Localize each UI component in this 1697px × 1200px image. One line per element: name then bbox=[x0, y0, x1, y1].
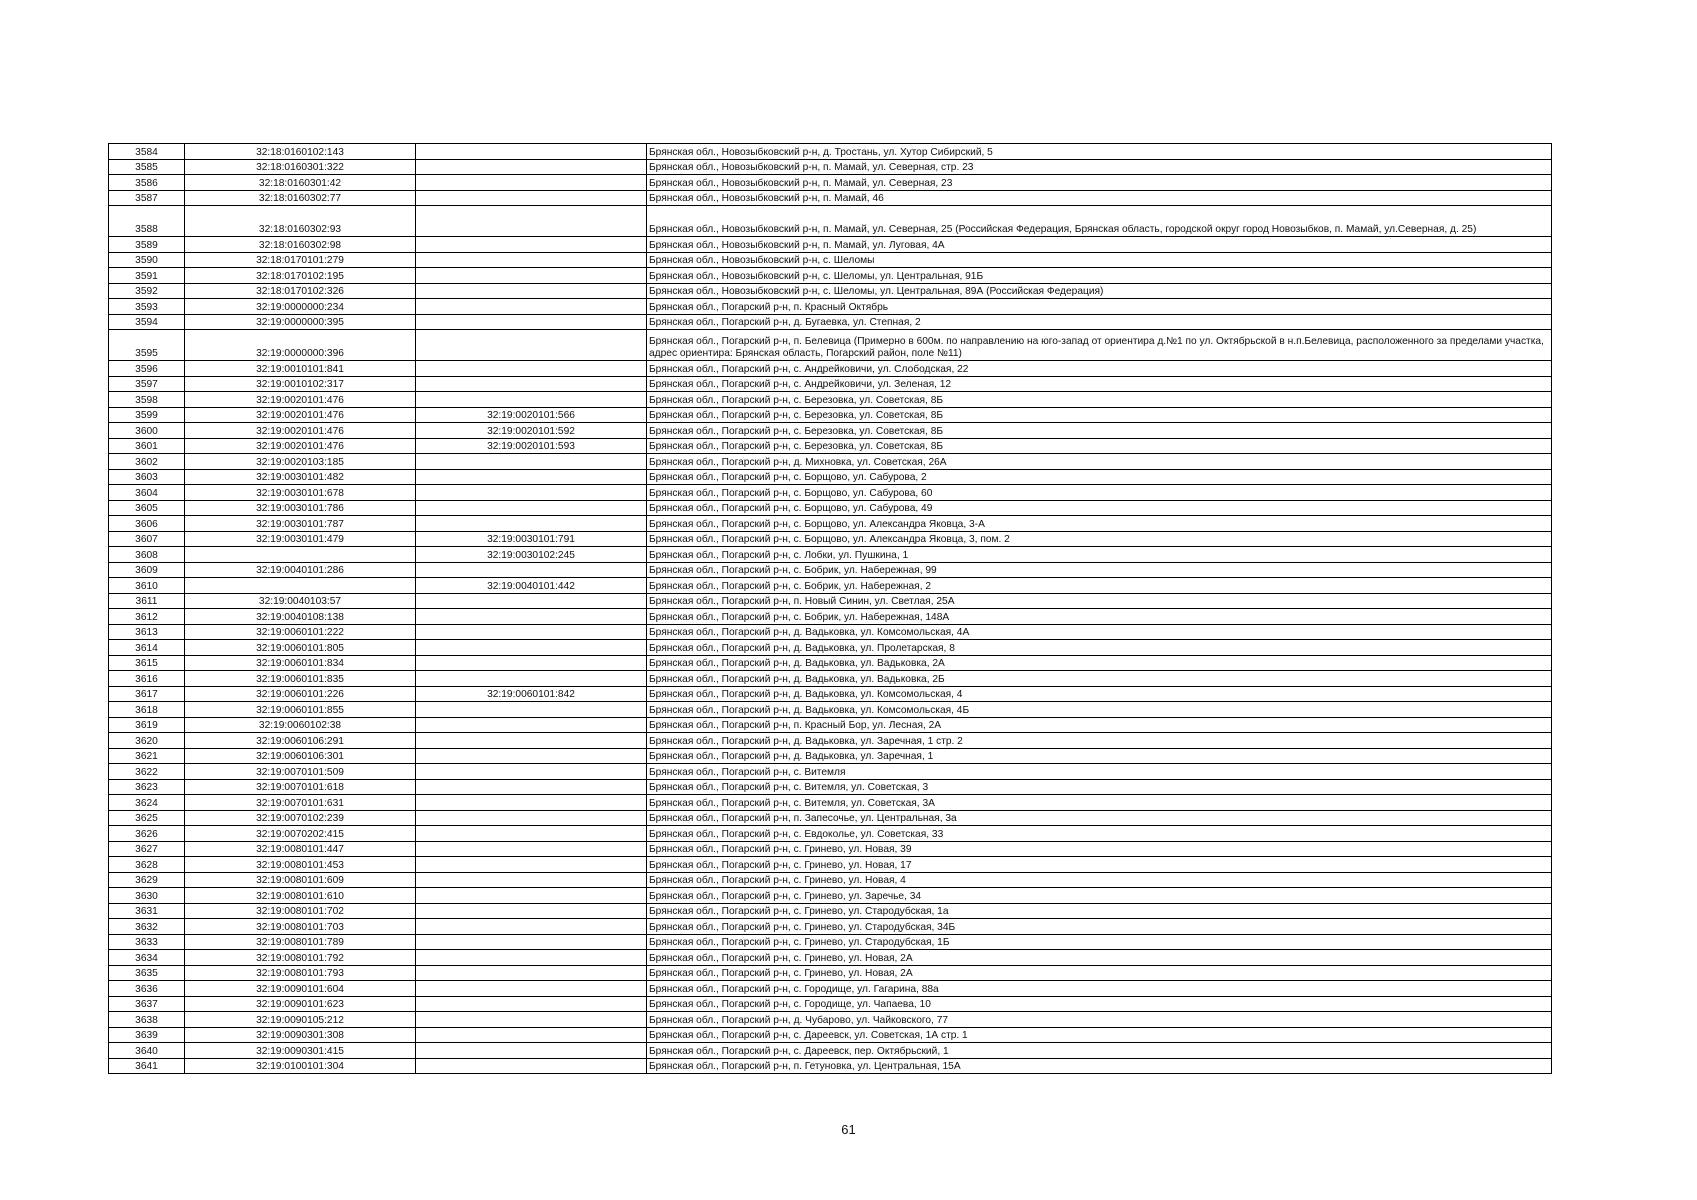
table-row bbox=[109, 268, 1552, 284]
cadastral-number-cell: 32:19:0000000:234 bbox=[185, 299, 416, 315]
secondary-cadastral-number-cell bbox=[416, 175, 647, 191]
secondary-cadastral-number-cell bbox=[416, 609, 647, 625]
address-cell: Брянская обл., Погарский р-н, п. Белевица (Примерно в 600м. по направлению на юго-запад от ориентира д.№1 по ул. Октябрьской в н.п.Белевица, расположенного за пределами участка, адрес ориентира: Брянская область, Погарский район, поле №11) bbox=[647, 330, 1552, 361]
address-cell: Брянская обл., Погарский р-н, с. Гринево, ул. Стародубская, 1Б bbox=[647, 934, 1552, 950]
secondary-cadastral-number-cell bbox=[416, 624, 647, 640]
address-cell: Брянская обл., Погарский р-н, д. Вадьковка, ул. Заречная, 1 bbox=[647, 748, 1552, 764]
table-row bbox=[109, 872, 1552, 888]
secondary-cadastral-number-cell bbox=[416, 562, 647, 578]
secondary-cadastral-number-cell bbox=[416, 1058, 647, 1074]
address-cell: Брянская обл., Новозыбковский р-н, п. Мамай, ул. Северная, 23 bbox=[647, 175, 1552, 191]
registry-table bbox=[108, 143, 1552, 1074]
address-cell: Брянская обл., Погарский р-н, п. Новый Синин, ул. Светлая, 25А bbox=[647, 593, 1552, 609]
address-cell: Брянская обл., Погарский р-н, с. Бобрик, ул. Набережная, 148А bbox=[647, 609, 1552, 625]
table-row bbox=[109, 392, 1552, 408]
cadastral-number-cell: 32:19:0080101:792 bbox=[185, 950, 416, 966]
address-cell: Брянская обл., Погарский р-н, с. Городище, ул. Гагарина, 88а bbox=[647, 981, 1552, 997]
table-row bbox=[109, 593, 1552, 609]
row-number-cell: 3623 bbox=[109, 779, 185, 795]
cadastral-number-cell bbox=[185, 547, 416, 563]
cadastral-number-cell: 32:18:0170102:195 bbox=[185, 268, 416, 284]
secondary-cadastral-number-cell bbox=[416, 779, 647, 795]
secondary-cadastral-number-cell bbox=[416, 330, 647, 361]
table-row bbox=[109, 144, 1552, 160]
table-row bbox=[109, 903, 1552, 919]
secondary-cadastral-number-cell bbox=[416, 965, 647, 981]
table-row bbox=[109, 438, 1552, 454]
cadastral-number-cell: 32:19:0080101:702 bbox=[185, 903, 416, 919]
table-row bbox=[109, 857, 1552, 873]
address-cell: Брянская обл., Погарский р-н, п. Красный Октябрь bbox=[647, 299, 1552, 315]
table-row bbox=[109, 190, 1552, 206]
address-cell: Брянская обл., Новозыбковский р-н, п. Мамай, ул. Луговая, 4А bbox=[647, 237, 1552, 253]
table-row bbox=[109, 469, 1552, 485]
table-row bbox=[109, 841, 1552, 857]
row-number-cell: 3620 bbox=[109, 733, 185, 749]
secondary-cadastral-number-cell bbox=[416, 144, 647, 160]
row-number-cell: 3637 bbox=[109, 996, 185, 1012]
row-number-cell: 3584 bbox=[109, 144, 185, 160]
secondary-cadastral-number-cell bbox=[416, 950, 647, 966]
secondary-cadastral-number-cell bbox=[416, 655, 647, 671]
secondary-cadastral-number-cell bbox=[416, 903, 647, 919]
table-row bbox=[109, 748, 1552, 764]
cadastral-number-cell: 32:19:0070101:509 bbox=[185, 764, 416, 780]
table-row bbox=[109, 1012, 1552, 1028]
table-row bbox=[109, 407, 1552, 423]
table-row bbox=[109, 733, 1552, 749]
secondary-cadastral-number-cell bbox=[416, 934, 647, 950]
secondary-cadastral-number-cell bbox=[416, 516, 647, 532]
row-number-cell: 3627 bbox=[109, 841, 185, 857]
address-cell: Брянская обл., Погарский р-н, с. Березовка, ул. Советская, 8Б bbox=[647, 438, 1552, 454]
row-number-cell: 3606 bbox=[109, 516, 185, 532]
secondary-cadastral-number-cell bbox=[416, 268, 647, 284]
secondary-cadastral-number-cell: 32:19:0040101:442 bbox=[416, 578, 647, 594]
address-cell: Брянская обл., Новозыбковский р-н, п. Мамай, ул. Северная, 25 (Российская Федерация, Брянская область, городской округ город Новозыбков, п. Мамай, ул.Северная, д. 25) bbox=[647, 206, 1552, 237]
row-number-cell: 3594 bbox=[109, 314, 185, 330]
secondary-cadastral-number-cell bbox=[416, 872, 647, 888]
address-cell: Брянская обл., Новозыбковский р-н, п. Мамай, 46 bbox=[647, 190, 1552, 206]
row-number-cell: 3585 bbox=[109, 159, 185, 175]
table-row bbox=[109, 376, 1552, 392]
secondary-cadastral-number-cell bbox=[416, 314, 647, 330]
secondary-cadastral-number-cell bbox=[416, 717, 647, 733]
table-row bbox=[109, 1027, 1552, 1043]
address-cell: Брянская обл., Погарский р-н, д. Чубарово, ул. Чайковского, 77 bbox=[647, 1012, 1552, 1028]
cadastral-number-cell: 32:19:0080101:793 bbox=[185, 965, 416, 981]
row-number-cell: 3596 bbox=[109, 361, 185, 377]
row-number-cell: 3608 bbox=[109, 547, 185, 563]
address-cell: Брянская обл., Погарский р-н, п. Гетуновка, ул. Центральная, 15А bbox=[647, 1058, 1552, 1074]
table-row bbox=[109, 624, 1552, 640]
row-number-cell: 3617 bbox=[109, 686, 185, 702]
cadastral-number-cell: 32:19:0070101:631 bbox=[185, 795, 416, 811]
row-number-cell: 3618 bbox=[109, 702, 185, 718]
registry-table-body bbox=[109, 144, 1552, 1074]
address-cell: Брянская обл., Погарский р-н, с. Гринево, ул. Новая, 2А bbox=[647, 950, 1552, 966]
cadastral-number-cell: 32:19:0080101:789 bbox=[185, 934, 416, 950]
table-row bbox=[109, 981, 1552, 997]
secondary-cadastral-number-cell bbox=[416, 888, 647, 904]
address-cell: Брянская обл., Новозыбковский р-н, д. Тростань, ул. Хутор Сибирский, 5 bbox=[647, 144, 1552, 160]
row-number-cell: 3603 bbox=[109, 469, 185, 485]
address-cell: Брянская обл., Погарский р-н, с. Гринево, ул. Новая, 2А bbox=[647, 965, 1552, 981]
cadastral-number-cell: 32:19:0030101:678 bbox=[185, 485, 416, 501]
secondary-cadastral-number-cell bbox=[416, 919, 647, 935]
row-number-cell: 3589 bbox=[109, 237, 185, 253]
table-row bbox=[109, 919, 1552, 935]
cadastral-number-cell: 32:19:0060102:38 bbox=[185, 717, 416, 733]
row-number-cell: 3607 bbox=[109, 531, 185, 547]
row-number-cell: 3588 bbox=[109, 206, 185, 237]
table-row bbox=[109, 237, 1552, 253]
secondary-cadastral-number-cell bbox=[416, 500, 647, 516]
row-number-cell: 3638 bbox=[109, 1012, 185, 1028]
secondary-cadastral-number-cell bbox=[416, 1027, 647, 1043]
row-number-cell: 3598 bbox=[109, 392, 185, 408]
table-row bbox=[109, 485, 1552, 501]
address-cell: Брянская обл., Погарский р-н, с. Гринево, ул. Новая, 39 bbox=[647, 841, 1552, 857]
table-row bbox=[109, 779, 1552, 795]
row-number-cell: 3632 bbox=[109, 919, 185, 935]
table-row bbox=[109, 454, 1552, 470]
row-number-cell: 3602 bbox=[109, 454, 185, 470]
cadastral-number-cell: 32:19:0060101:855 bbox=[185, 702, 416, 718]
table-row bbox=[109, 500, 1552, 516]
row-number-cell: 3640 bbox=[109, 1043, 185, 1059]
cadastral-number-cell: 32:19:0020101:476 bbox=[185, 423, 416, 439]
address-cell: Брянская обл., Погарский р-н, с. Гринево, ул. Заречье, 34 bbox=[647, 888, 1552, 904]
secondary-cadastral-number-cell bbox=[416, 1012, 647, 1028]
secondary-cadastral-number-cell: 32:19:0020101:566 bbox=[416, 407, 647, 423]
row-number-cell: 3634 bbox=[109, 950, 185, 966]
table-row bbox=[109, 640, 1552, 656]
address-cell: Брянская обл., Погарский р-н, с. Городище, ул. Чапаева, 10 bbox=[647, 996, 1552, 1012]
address-cell: Брянская обл., Новозыбковский р-н, с. Шеломы bbox=[647, 252, 1552, 268]
address-cell: Брянская обл., Погарский р-н, с. Витемля, ул. Советская, 3 bbox=[647, 779, 1552, 795]
cadastral-number-cell: 32:19:0090301:308 bbox=[185, 1027, 416, 1043]
address-cell: Брянская обл., Новозыбковский р-н, п. Мамай, ул. Северная, стр. 23 bbox=[647, 159, 1552, 175]
secondary-cadastral-number-cell: 32:19:0030102:245 bbox=[416, 547, 647, 563]
secondary-cadastral-number-cell bbox=[416, 826, 647, 842]
row-number-cell: 3614 bbox=[109, 640, 185, 656]
row-number-cell: 3612 bbox=[109, 609, 185, 625]
address-cell: Брянская обл., Погарский р-н, с. Борщово, ул. Александра Яковца, 3-А bbox=[647, 516, 1552, 532]
row-number-cell: 3633 bbox=[109, 934, 185, 950]
cadastral-number-cell: 32:19:0020101:476 bbox=[185, 407, 416, 423]
table-row bbox=[109, 686, 1552, 702]
secondary-cadastral-number-cell bbox=[416, 1043, 647, 1059]
row-number-cell: 3599 bbox=[109, 407, 185, 423]
row-number-cell: 3592 bbox=[109, 283, 185, 299]
address-cell: Брянская обл., Погарский р-н, с. Бобрик, ул. Набережная, 2 bbox=[647, 578, 1552, 594]
secondary-cadastral-number-cell bbox=[416, 996, 647, 1012]
row-number-cell: 3635 bbox=[109, 965, 185, 981]
secondary-cadastral-number-cell: 32:19:0060101:842 bbox=[416, 686, 647, 702]
cadastral-number-cell: 32:19:0070102:239 bbox=[185, 810, 416, 826]
address-cell: Брянская обл., Погарский р-н, д. Вадьковка, ул. Комсомольская, 4Б bbox=[647, 702, 1552, 718]
table-row bbox=[109, 252, 1552, 268]
row-number-cell: 3625 bbox=[109, 810, 185, 826]
row-number-cell: 3616 bbox=[109, 671, 185, 687]
cadastral-number-cell: 32:19:0000000:396 bbox=[185, 330, 416, 361]
cadastral-number-cell: 32:19:0070202:415 bbox=[185, 826, 416, 842]
cadastral-number-cell: 32:19:0010102:317 bbox=[185, 376, 416, 392]
address-cell: Брянская обл., Погарский р-н, д. Бугаевка, ул. Степная, 2 bbox=[647, 314, 1552, 330]
cadastral-number-cell: 32:18:0160302:77 bbox=[185, 190, 416, 206]
secondary-cadastral-number-cell: 32:19:0030101:791 bbox=[416, 531, 647, 547]
table-row bbox=[109, 159, 1552, 175]
cadastral-number-cell: 32:18:0160301:322 bbox=[185, 159, 416, 175]
row-number-cell: 3591 bbox=[109, 268, 185, 284]
address-cell: Брянская обл., Погарский р-н, с. Борщово, ул. Александра Яковца, 3, пом. 2 bbox=[647, 531, 1552, 547]
table-row bbox=[109, 283, 1552, 299]
address-cell: Брянская обл., Погарский р-н, с. Витемля bbox=[647, 764, 1552, 780]
row-number-cell: 3626 bbox=[109, 826, 185, 842]
address-cell: Брянская обл., Погарский р-н, с. Витемля, ул. Советская, 3А bbox=[647, 795, 1552, 811]
row-number-cell: 3641 bbox=[109, 1058, 185, 1074]
address-cell: Брянская обл., Погарский р-н, с. Андрейковичи, ул. Зеленая, 12 bbox=[647, 376, 1552, 392]
address-cell: Брянская обл., Погарский р-н, д. Вадьковка, ул. Пролетарская, 8 bbox=[647, 640, 1552, 656]
cadastral-number-cell: 32:19:0060101:222 bbox=[185, 624, 416, 640]
table-row bbox=[109, 810, 1552, 826]
cadastral-number-cell: 32:19:0080101:703 bbox=[185, 919, 416, 935]
address-cell: Брянская обл., Новозыбковский р-н, с. Шеломы, ул. Центральная, 91Б bbox=[647, 268, 1552, 284]
row-number-cell: 3590 bbox=[109, 252, 185, 268]
cadastral-number-cell: 32:19:0090101:623 bbox=[185, 996, 416, 1012]
secondary-cadastral-number-cell bbox=[416, 206, 647, 237]
address-cell: Брянская обл., Погарский р-н, с. Гринево, ул. Стародубская, 1а bbox=[647, 903, 1552, 919]
row-number-cell: 3587 bbox=[109, 190, 185, 206]
table-row bbox=[109, 888, 1552, 904]
table-row bbox=[109, 950, 1552, 966]
cadastral-number-cell: 32:19:0020103:185 bbox=[185, 454, 416, 470]
row-number-cell: 3586 bbox=[109, 175, 185, 191]
cadastral-number-cell: 32:19:0090301:415 bbox=[185, 1043, 416, 1059]
secondary-cadastral-number-cell: 32:19:0020101:593 bbox=[416, 438, 647, 454]
table-row bbox=[109, 330, 1552, 361]
table-row bbox=[109, 175, 1552, 191]
address-cell: Брянская обл., Погарский р-н, с. Гринево, ул. Новая, 4 bbox=[647, 872, 1552, 888]
secondary-cadastral-number-cell bbox=[416, 810, 647, 826]
table-row bbox=[109, 996, 1552, 1012]
cadastral-number-cell: 32:19:0040101:286 bbox=[185, 562, 416, 578]
cadastral-number-cell: 32:19:0080101:453 bbox=[185, 857, 416, 873]
row-number-cell: 3615 bbox=[109, 655, 185, 671]
table-row bbox=[109, 516, 1552, 532]
secondary-cadastral-number-cell bbox=[416, 702, 647, 718]
table-row bbox=[109, 299, 1552, 315]
cadastral-number-cell: 32:19:0060101:226 bbox=[185, 686, 416, 702]
row-number-cell: 3631 bbox=[109, 903, 185, 919]
table-row bbox=[109, 1058, 1552, 1074]
row-number-cell: 3610 bbox=[109, 578, 185, 594]
table-row bbox=[109, 314, 1552, 330]
row-number-cell: 3601 bbox=[109, 438, 185, 454]
cadastral-number-cell: 32:19:0000000:395 bbox=[185, 314, 416, 330]
table-row bbox=[109, 795, 1552, 811]
address-cell: Брянская обл., Погарский р-н, д. Вадьковка, ул. Комсомольская, 4А bbox=[647, 624, 1552, 640]
cadastral-number-cell: 32:19:0040108:138 bbox=[185, 609, 416, 625]
secondary-cadastral-number-cell bbox=[416, 469, 647, 485]
table-row bbox=[109, 423, 1552, 439]
row-number-cell: 3636 bbox=[109, 981, 185, 997]
row-number-cell: 3595 bbox=[109, 330, 185, 361]
table-row bbox=[109, 934, 1552, 950]
cadastral-number-cell: 32:19:0060101:834 bbox=[185, 655, 416, 671]
table-row bbox=[109, 717, 1552, 733]
row-number-cell: 3613 bbox=[109, 624, 185, 640]
secondary-cadastral-number-cell bbox=[416, 159, 647, 175]
cadastral-number-cell: 32:18:0160102:143 bbox=[185, 144, 416, 160]
page-number: 61 bbox=[841, 1122, 856, 1137]
row-number-cell: 3604 bbox=[109, 485, 185, 501]
address-cell: Брянская обл., Погарский р-н, с. Березовка, ул. Советская, 8Б bbox=[647, 407, 1552, 423]
secondary-cadastral-number-cell bbox=[416, 795, 647, 811]
cadastral-number-cell: 32:18:0160301:42 bbox=[185, 175, 416, 191]
cadastral-number-cell: 32:19:0060106:291 bbox=[185, 733, 416, 749]
cadastral-number-cell: 32:19:0060101:805 bbox=[185, 640, 416, 656]
row-number-cell: 3621 bbox=[109, 748, 185, 764]
secondary-cadastral-number-cell bbox=[416, 857, 647, 873]
secondary-cadastral-number-cell bbox=[416, 237, 647, 253]
secondary-cadastral-number-cell bbox=[416, 392, 647, 408]
cadastral-number-cell: 32:18:0170102:326 bbox=[185, 283, 416, 299]
secondary-cadastral-number-cell bbox=[416, 671, 647, 687]
cadastral-number-cell: 32:19:0080101:610 bbox=[185, 888, 416, 904]
cadastral-number-cell: 32:19:0030101:786 bbox=[185, 500, 416, 516]
address-cell: Брянская обл., Погарский р-н, с. Дареевск, ул. Советская, 1А стр. 1 bbox=[647, 1027, 1552, 1043]
table-row bbox=[109, 361, 1552, 377]
table-row bbox=[109, 206, 1552, 237]
address-cell: Брянская обл., Погарский р-н, с. Евдоколье, ул. Советская, 33 bbox=[647, 826, 1552, 842]
cadastral-number-cell: 32:19:0100101:304 bbox=[185, 1058, 416, 1074]
table-row bbox=[109, 702, 1552, 718]
address-cell: Брянская обл., Погарский р-н, д. Вадьковка, ул. Вадьковка, 2А bbox=[647, 655, 1552, 671]
secondary-cadastral-number-cell bbox=[416, 299, 647, 315]
cadastral-number-cell: 32:19:0010101:841 bbox=[185, 361, 416, 377]
cadastral-number-cell: 32:19:0030101:787 bbox=[185, 516, 416, 532]
address-cell: Брянская обл., Новозыбковский р-н, с. Шеломы, ул. Центральная, 89А (Российская Федерация) bbox=[647, 283, 1552, 299]
cadastral-number-cell: 32:19:0020101:476 bbox=[185, 438, 416, 454]
cadastral-number-cell: 32:19:0090101:604 bbox=[185, 981, 416, 997]
address-cell: Брянская обл., Погарский р-н, д. Вадьковка, ул. Вадьковка, 2Б bbox=[647, 671, 1552, 687]
secondary-cadastral-number-cell bbox=[416, 485, 647, 501]
secondary-cadastral-number-cell bbox=[416, 640, 647, 656]
address-cell: Брянская обл., Погарский р-н, д. Вадьковка, ул. Заречная, 1 стр. 2 bbox=[647, 733, 1552, 749]
row-number-cell: 3593 bbox=[109, 299, 185, 315]
cadastral-number-cell: 32:18:0160302:98 bbox=[185, 237, 416, 253]
secondary-cadastral-number-cell bbox=[416, 252, 647, 268]
cadastral-number-cell: 32:19:0030101:482 bbox=[185, 469, 416, 485]
address-cell: Брянская обл., Погарский р-н, с. Борщово, ул. Сабурова, 2 bbox=[647, 469, 1552, 485]
row-number-cell: 3605 bbox=[109, 500, 185, 516]
table-row bbox=[109, 562, 1552, 578]
table-row bbox=[109, 578, 1552, 594]
cadastral-number-cell: 32:19:0020101:476 bbox=[185, 392, 416, 408]
cadastral-number-cell: 32:19:0060101:835 bbox=[185, 671, 416, 687]
cadastral-number-cell: 32:19:0080101:609 bbox=[185, 872, 416, 888]
address-cell: Брянская обл., Погарский р-н, с. Гринево, ул. Новая, 17 bbox=[647, 857, 1552, 873]
row-number-cell: 3628 bbox=[109, 857, 185, 873]
cadastral-number-cell: 32:19:0090105:212 bbox=[185, 1012, 416, 1028]
table-row bbox=[109, 547, 1552, 563]
address-cell: Брянская обл., Погарский р-н, д. Вадьковка, ул. Комсомольская, 4 bbox=[647, 686, 1552, 702]
cadastral-number-cell: 32:19:0060106:301 bbox=[185, 748, 416, 764]
secondary-cadastral-number-cell bbox=[416, 981, 647, 997]
secondary-cadastral-number-cell bbox=[416, 733, 647, 749]
table-row bbox=[109, 655, 1552, 671]
address-cell: Брянская обл., Погарский р-н, с. Березовка, ул. Советская, 8Б bbox=[647, 423, 1552, 439]
secondary-cadastral-number-cell bbox=[416, 283, 647, 299]
table-row bbox=[109, 531, 1552, 547]
row-number-cell: 3639 bbox=[109, 1027, 185, 1043]
address-cell: Брянская обл., Погарский р-н, с. Борщово, ул. Сабурова, 60 bbox=[647, 485, 1552, 501]
secondary-cadastral-number-cell: 32:19:0020101:592 bbox=[416, 423, 647, 439]
table-row bbox=[109, 965, 1552, 981]
cadastral-number-cell bbox=[185, 578, 416, 594]
cadastral-number-cell: 32:19:0070101:618 bbox=[185, 779, 416, 795]
table-row bbox=[109, 826, 1552, 842]
row-number-cell: 3630 bbox=[109, 888, 185, 904]
row-number-cell: 3611 bbox=[109, 593, 185, 609]
secondary-cadastral-number-cell bbox=[416, 361, 647, 377]
row-number-cell: 3609 bbox=[109, 562, 185, 578]
table-row bbox=[109, 609, 1552, 625]
address-cell: Брянская обл., Погарский р-н, с. Андрейковичи, ул. Слободская, 22 bbox=[647, 361, 1552, 377]
secondary-cadastral-number-cell bbox=[416, 190, 647, 206]
cadastral-number-cell: 32:18:0160302:93 bbox=[185, 206, 416, 237]
row-number-cell: 3597 bbox=[109, 376, 185, 392]
row-number-cell: 3622 bbox=[109, 764, 185, 780]
address-cell: Брянская обл., Погарский р-н, с. Бобрик, ул. Набережная, 99 bbox=[647, 562, 1552, 578]
table-row bbox=[109, 1043, 1552, 1059]
secondary-cadastral-number-cell bbox=[416, 748, 647, 764]
address-cell: Брянская обл., Погарский р-н, с. Гринево, ул. Стародубская, 34Б bbox=[647, 919, 1552, 935]
secondary-cadastral-number-cell bbox=[416, 764, 647, 780]
secondary-cadastral-number-cell bbox=[416, 454, 647, 470]
address-cell: Брянская обл., Погарский р-н, с. Дареевск, пер. Октябрьский, 1 bbox=[647, 1043, 1552, 1059]
secondary-cadastral-number-cell bbox=[416, 593, 647, 609]
address-cell: Брянская обл., Погарский р-н, д. Михновка, ул. Советская, 26А bbox=[647, 454, 1552, 470]
secondary-cadastral-number-cell bbox=[416, 376, 647, 392]
cadastral-number-cell: 32:19:0080101:447 bbox=[185, 841, 416, 857]
row-number-cell: 3629 bbox=[109, 872, 185, 888]
secondary-cadastral-number-cell bbox=[416, 841, 647, 857]
cadastral-number-cell: 32:19:0030101:479 bbox=[185, 531, 416, 547]
address-cell: Брянская обл., Погарский р-н, п. Красный Бор, ул. Лесная, 2А bbox=[647, 717, 1552, 733]
row-number-cell: 3600 bbox=[109, 423, 185, 439]
cadastral-number-cell: 32:19:0040103:57 bbox=[185, 593, 416, 609]
address-cell: Брянская обл., Погарский р-н, с. Лобки, ул. Пушкина, 1 bbox=[647, 547, 1552, 563]
cadastral-number-cell: 32:18:0170101:279 bbox=[185, 252, 416, 268]
row-number-cell: 3624 bbox=[109, 795, 185, 811]
address-cell: Брянская обл., Погарский р-н, с. Борщово, ул. Сабурова, 49 bbox=[647, 500, 1552, 516]
address-cell: Брянская обл., Погарский р-н, с. Березовка, ул. Советская, 8Б bbox=[647, 392, 1552, 408]
table-row bbox=[109, 764, 1552, 780]
address-cell: Брянская обл., Погарский р-н, п. Запесочье, ул. Центральная, 3а bbox=[647, 810, 1552, 826]
table-row bbox=[109, 671, 1552, 687]
row-number-cell: 3619 bbox=[109, 717, 185, 733]
